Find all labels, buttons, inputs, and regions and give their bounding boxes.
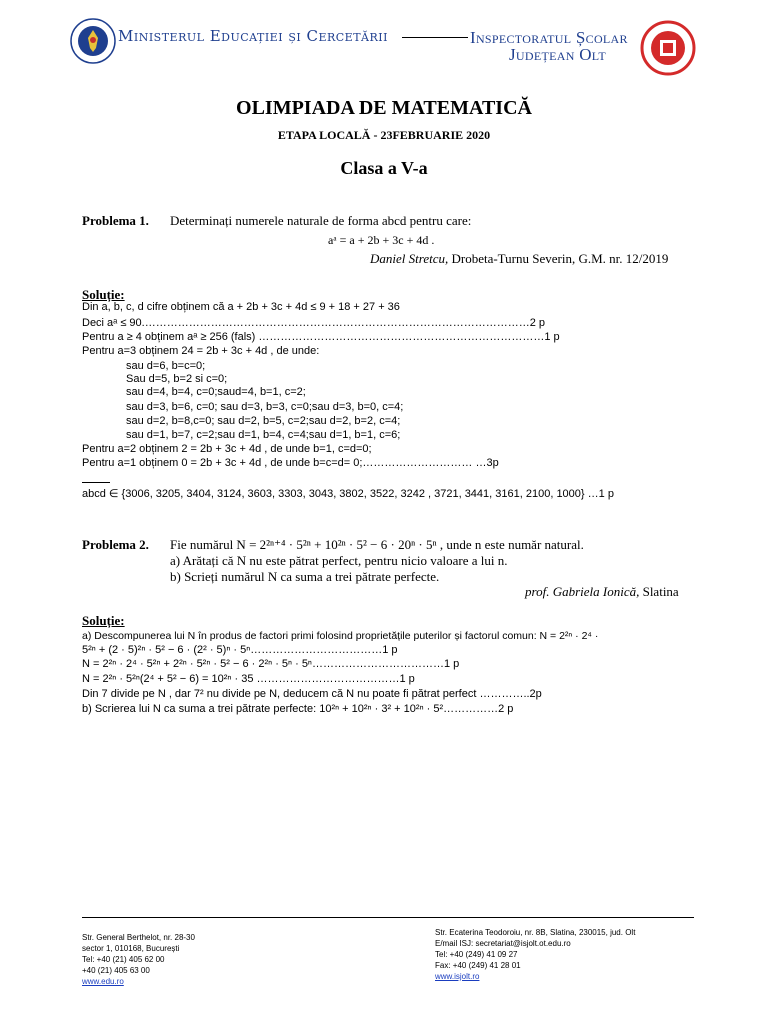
overline-mark [82,482,110,483]
p1-line-9: sau d=1, b=7, c=2;sau d=1, b=4, c=4;sau d=1, b=1, c=6; [126,429,401,441]
page-title: OLIMPIADA DE MATEMATICĂ [236,97,532,119]
p1-line-4: sau d=6, b=c=0; [126,360,206,372]
inspectorate-title-line1: Inspectoratul Școlar [470,28,628,47]
problem1-solution-label: Soluție: [82,287,125,302]
problem2-part-b: b) Scrieți numărul N ca suma a trei pătrate perfecte. [170,569,440,584]
footer-right-link[interactable]: www.isjolt.ro [435,972,480,981]
p1-line-11: Pentru a=1 obținem 0 = 2b + 3c + 4d , de unde b=c=d= 0;………………………… …3p [82,457,499,469]
class-heading: Clasa a V-a [340,158,428,178]
footer-right-line: E/mail ISJ: secretariat@isjolt.ot.edu.ro [435,939,571,948]
footer-left [82,932,195,987]
footer-right [435,927,635,982]
footer-left-link[interactable]: www.edu.ro [82,977,124,986]
footer-right-line: Tel: +40 (249) 41 09 27 [435,950,518,959]
footer-left-line: Tel: +40 (21) 405 62 00 [82,955,165,964]
p1-line-0: Din a, b, c, d cifre obținem că a + 2b + 3c + 4d ≤ 9 + 18 + 27 + 36 [82,301,400,313]
footer-left-line: +40 (21) 405 63 00 [82,966,150,975]
problem2-solution-label: Soluție: [82,613,125,628]
ministry-seal-icon [70,18,116,64]
footer-right-line: Str. Ecaterina Teodoroiu, nr. 8B, Slatina, 230015, jud. Olt [435,928,636,937]
p1-line-10: Pentru a=2 obținem 2 = 2b + 3c + 4d , de unde b=1, c=d=0; [82,443,372,455]
p1-line-7: sau d=3, b=6, c=0; sau d=3, b=3, c=0;sau d=3, b=0, c=4; [126,401,404,413]
p1-line-3: Pentru a=3 obținem 24 = 2b + 3c + 4d , de unde: [82,345,320,357]
ministry-title: Ministerul Educației și Cercetării [118,27,388,45]
p2-line-0: a) Descompunerea lui N în produs de factori primi folosind proprietățile puterilor și factorul comun: N = 2²ⁿ · 2⁴ · [82,630,599,642]
problem1-label: Problema 1. [82,213,149,228]
p1-line-5: Sau d=5, b=2 si c=0; [126,373,228,385]
p1-line-8: sau d=2, b=8,c=0; sau d=2, b=5, c=2;sau d=2, b=2, c=4; [126,415,401,427]
problem2-author [525,584,679,600]
p2-line-3: N = 2²ⁿ · 5²ⁿ(2⁴ + 5² − 6) = 10²ⁿ · 35 …………………………………1 p [82,673,415,685]
p2-line-1: 5²ⁿ + (2 · 5)²ⁿ · 5² − 6 · (2² · 5)ⁿ · 5ⁿ………………………………1 p [82,644,398,656]
footer-right-line: Fax: +40 (249) 41 28 01 [435,961,521,970]
problem2-label: Problema 2. [82,537,149,552]
problem1-equation: aᵃ = a + 2b + 3c + 4d . [328,233,435,247]
problem1-author-source: Drobeta-Turnu Severin, G.M. nr. 12/2019 [448,251,669,266]
problem2-author-name: prof. Gabriela Ionică, [525,584,640,599]
header-rule [402,37,468,38]
p2-line-2: N = 2²ⁿ · 2⁴ · 5²ⁿ + 2²ⁿ · 5²ⁿ · 5² − 6 · 2²ⁿ · 5ⁿ · 5ⁿ………………………………1 p [82,658,460,670]
p2-line-5: b) Scrierea lui N ca suma a trei pătrate perfecte: 10²ⁿ + 10²ⁿ · 3² + 10²ⁿ · 5²……………2 p [82,703,514,715]
footer-rule [82,917,694,918]
inspectorate-title-line2: Județean Olt [509,45,606,64]
p1-line-1: Deci aᵃ ≤ 90.……………………………………………………………………………………………2 p [82,317,546,329]
problem1-author-name: Daniel Stretcu, [370,251,449,266]
problem2-author-source: Slatina [639,584,679,599]
inspectorate-logo-icon [640,20,696,76]
page-subtitle: ETAPA LOCALĂ - 23FEBRUARIE 2020 [277,128,491,142]
problem1-author [370,251,668,267]
problem2-statement: Fie numărul N = 2²ⁿ⁺⁴ · 5²ⁿ + 10²ⁿ · 5² − 6 · 20ⁿ · 5ⁿ , unde n este număr natural. [170,537,584,552]
p1-line-2: Pentru a ≥ 4 obținem aᵃ ≥ 256 (fals) ……………………………………………………………………1 p [82,331,560,343]
footer-left-line: sector 1, 010168, București [82,944,180,953]
footer-left-line: Str. General Berthelot, nr. 28-30 [82,933,195,942]
p1-line-6: sau d=4, b=4, c=0;saud=4, b=1, c=2; [126,386,306,398]
problem1-statement: Determinați numerele naturale de forma abcd pentru care: [170,213,472,228]
p2-line-4: Din 7 divide pe N , dar 7² nu divide pe N, deducem că N nu poate fi pătrat perfect …………..2p [82,688,542,700]
problem2-part-a: a) Arătați că N nu este pătrat perfect, pentru nicio valoare a lui n. [170,553,508,568]
p1-result: abcd ∈ {3006, 3205, 3404, 3124, 3603, 3303, 3043, 3802, 3522, 3242 , 3721, 3441, 3161, 2100, 1000} …1 p [82,488,614,500]
